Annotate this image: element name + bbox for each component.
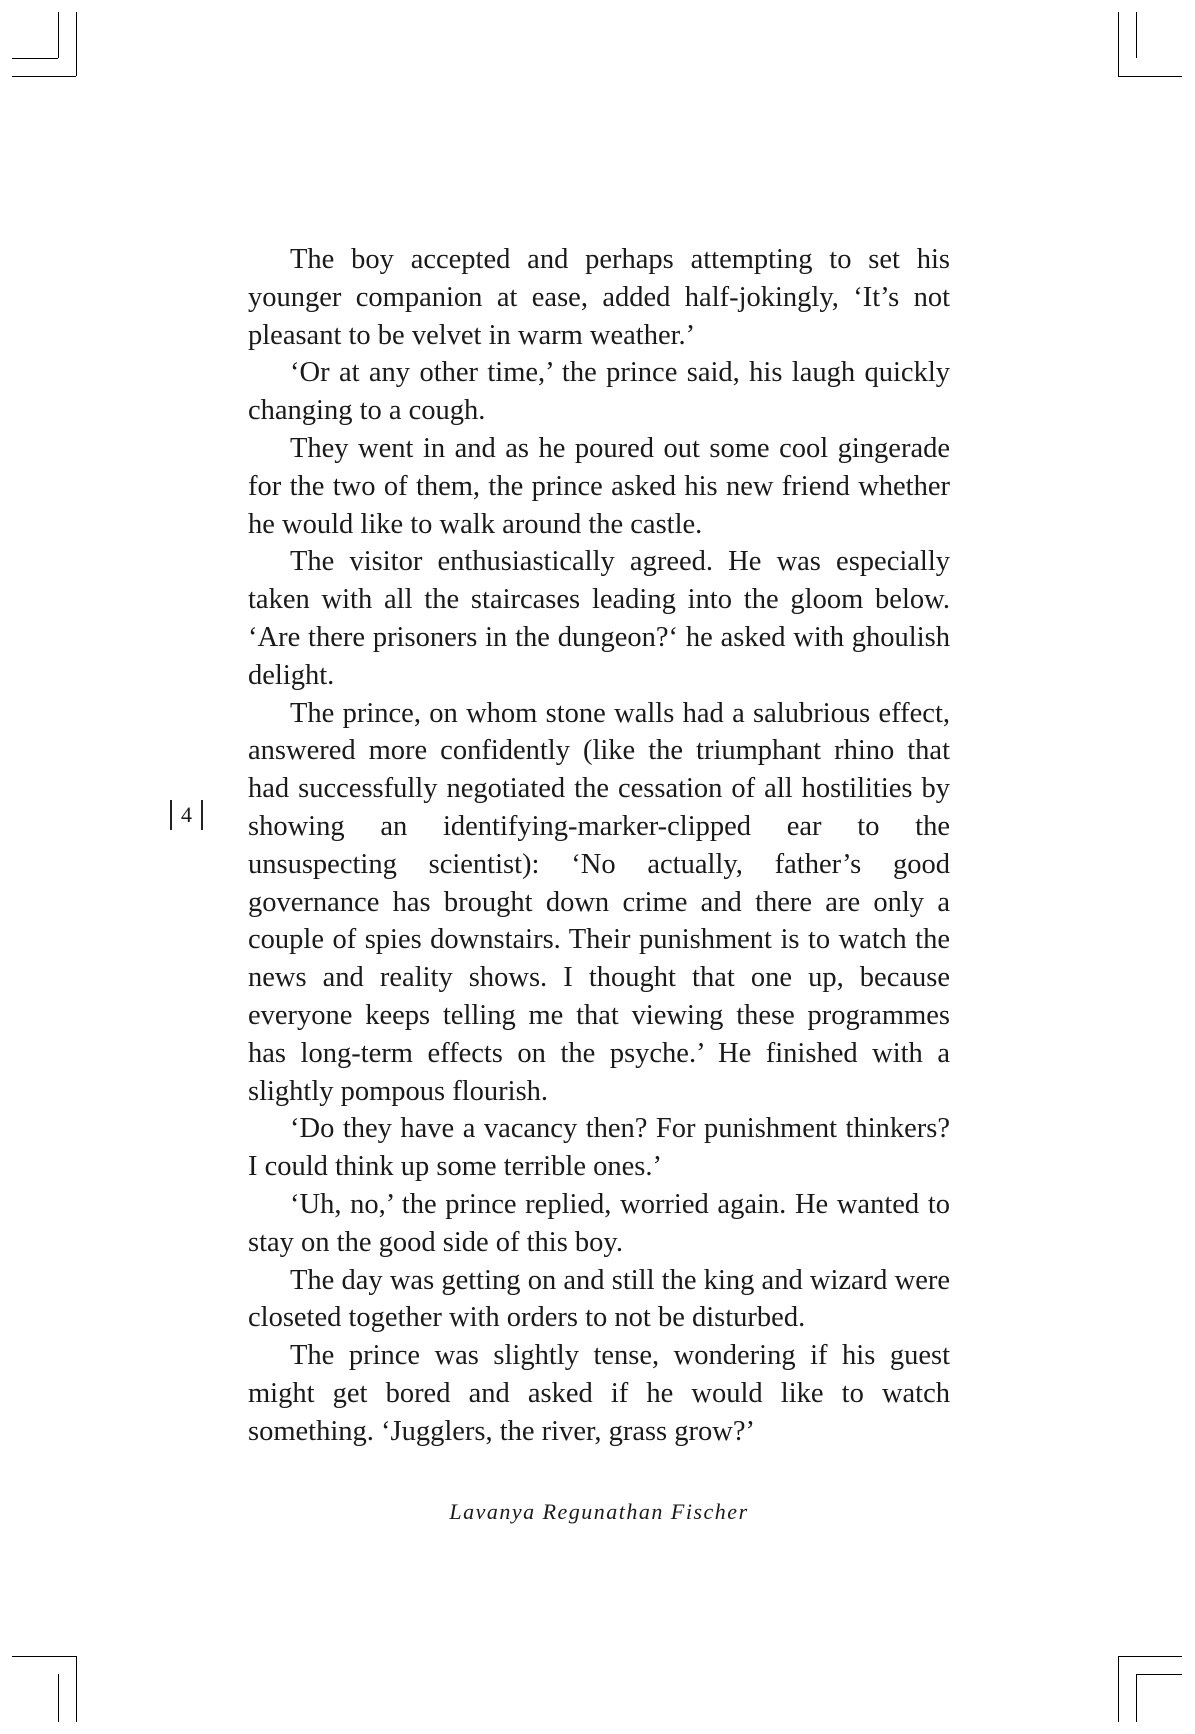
paragraph: The prince was slightly tense, wondering if his guest might get bored and asked if he would like to watch something. ‘Jugglers, the river, grass grow?’ bbox=[248, 1340, 950, 1447]
crop-mark bbox=[58, 1674, 59, 1722]
crop-mark bbox=[58, 12, 59, 58]
crop-mark bbox=[76, 1656, 77, 1722]
paragraph: The day was getting on and still the king and wizard were closeted together with orders to not be disturbed. bbox=[248, 1264, 950, 1334]
crop-mark bbox=[1136, 1674, 1137, 1722]
crop-mark bbox=[76, 12, 77, 76]
crop-mark bbox=[1136, 1674, 1182, 1675]
paragraph: ‘Uh, no,’ the prince replied, worried again. He wanted to stay on the good side of this boy. bbox=[248, 1188, 950, 1258]
paragraph: ‘Or at any other time,’ the prince said, his laugh quickly changing to a cough. bbox=[248, 357, 950, 427]
crop-mark bbox=[1118, 1656, 1182, 1657]
crop-mark bbox=[12, 1656, 76, 1657]
footer-author: Lavanya Regunathan Fischer bbox=[449, 1499, 749, 1524]
paragraph: The visitor enthusiastically agreed. He was especially taken with all the staircases leading into the gloom below. ‘Are there prisoners in the dungeon?‘ he asked with ghoulish delight. bbox=[248, 546, 950, 691]
crop-mark bbox=[1118, 76, 1182, 77]
page-number-value: 4 bbox=[181, 802, 192, 827]
crop-mark bbox=[1136, 12, 1137, 58]
page-number-bar-right bbox=[201, 800, 203, 830]
crop-mark bbox=[12, 76, 76, 77]
page-number bbox=[170, 800, 203, 830]
crop-mark bbox=[1118, 12, 1119, 76]
paragraph: The boy accepted and perhaps attempting to set his younger companion at ease, added half-jokingly, ‘It’s not pleasant to be velvet in warm weather.’ bbox=[248, 244, 950, 351]
paragraph: The prince, on whom stone walls had a salubrious effect, answered more confidently (like the triumphant rhino that had successfully negotiated the cessation of all hostilities by showing an identifying-marker-clipped ear to the unsuspecting scientist): ‘No actually, father’s good governance has brought down crime and there are only a couple of spies downstairs. Their punishment is to watch the news and reality shows. I thought that one up, because everyone keeps telling me that viewing these programmes has long-term effects on the psyche.’ He finished with a slightly pompous flourish. bbox=[248, 697, 950, 1107]
crop-mark bbox=[1118, 1656, 1119, 1722]
paragraph: ‘Do they have a vacancy then? For punishment thinkers? I could think up some terrible ones.’ bbox=[248, 1113, 950, 1183]
body-text bbox=[248, 241, 950, 1451]
crop-mark bbox=[12, 58, 58, 59]
paragraph: They went in and as he poured out some cool gingerade for the two of them, the prince asked his new friend whether he would like to walk around the castle. bbox=[248, 432, 950, 540]
